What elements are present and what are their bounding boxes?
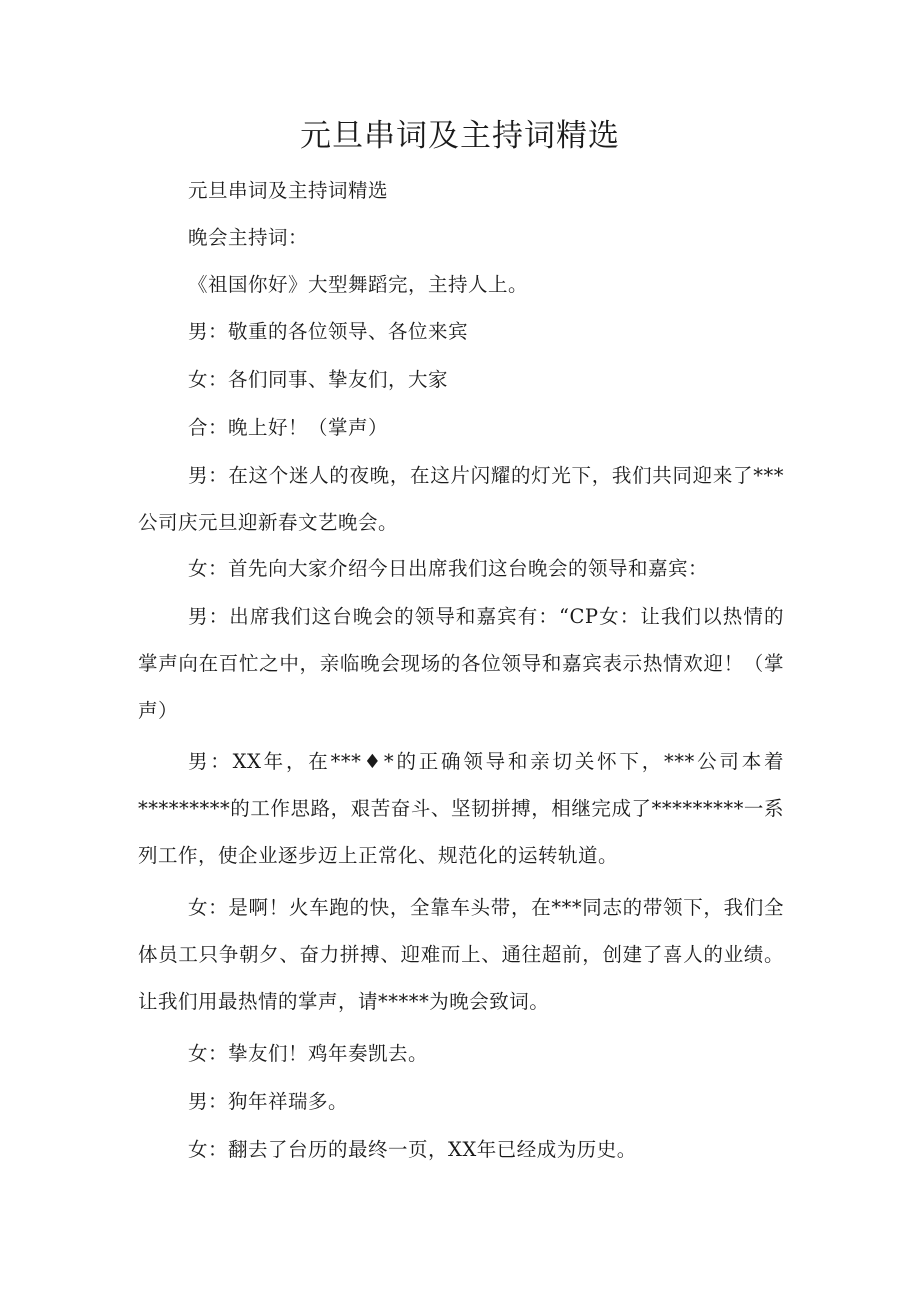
paragraph: 男：在这个迷人的夜晚，在这片闪耀的灯光下，我们共同迎来了***公司庆元旦迎新春文艺晚会。: [138, 464, 784, 534]
paragraph: 男：狗年祥瑞多。: [188, 1090, 349, 1113]
paragraph: 女：翻去了台历的最终一页，XX年已经成为历史。: [188, 1138, 637, 1161]
paragraph: 元旦串词及主持词精选: [188, 179, 389, 202]
paragraph: 晚会主持词：: [188, 226, 309, 249]
paragraph: 合：晚上好！（掌声）: [188, 416, 389, 439]
paragraph: 女：各们同事、挚友们，大家: [188, 368, 449, 391]
paragraph: 女：是啊！火车跑的快，全靠车头带，在***同志的带领下，我们全体员工只争朝夕、奋力拼搏、迎难而上、通往超前，创建了喜人的业绩。让我们用最热情的掌声，请*****为晚会致词。: [138, 896, 784, 1013]
paragraph: 《祖国你好》大型舞蹈完，主持人上。: [188, 273, 529, 296]
paragraph: 男：XX年，在***♦*的正确领导和亲切关怀下，***公司本着*********的工作思路，艰苦奋斗、坚韧拼搏，相继完成了*********一系列工作，使企业逐步迈上正常化、规范化的运转轨道。: [138, 750, 784, 867]
paragraph: 男：敬重的各位领导、各位来宾: [188, 320, 469, 343]
document-title: 元旦串词及主持词精选: [300, 118, 620, 154]
paragraph: 男：出席我们这台晚会的领导和嘉宾有：“CP女：让我们以热情的掌声向在百忙之中，亲临晚会现场的各位领导和嘉宾表示热情欢迎！（掌声）: [138, 605, 784, 722]
paragraph: 女：首先向大家介绍今日出席我们这台晚会的领导和嘉宾：: [188, 557, 709, 580]
paragraph: 女：挚友们！鸡年奏凯去。: [188, 1042, 429, 1065]
